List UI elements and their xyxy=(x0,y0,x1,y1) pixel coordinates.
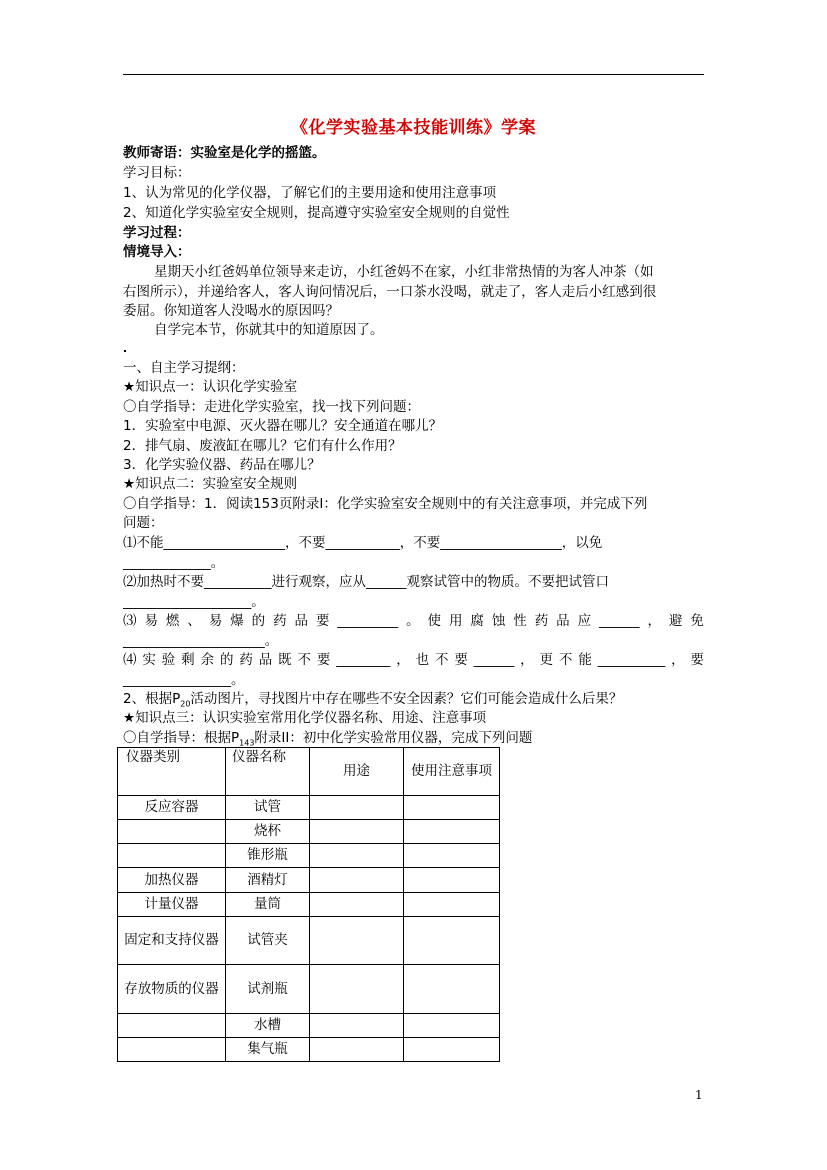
header-category: 仪器类别 xyxy=(118,748,226,796)
self-study-note: 自学完本节，你就其中的知道原因了。 xyxy=(154,322,384,338)
fill-q4-line-2: ________________。 xyxy=(123,672,245,688)
cell-name: 试管 xyxy=(226,796,310,820)
outline-heading: 一、自主学习提纲： xyxy=(123,360,245,376)
intro-line-1: 星期天小红爸妈单位领导来走访，小红爸妈不在家，小红非常热情的为客人冲茶（如 xyxy=(154,264,654,280)
cell-name: 锥形瓶 xyxy=(226,844,310,868)
kp1-question-1: 1．实验室中电源、灭火器在哪儿？安全通道在哪儿？ xyxy=(123,418,443,434)
table-row xyxy=(118,796,500,820)
guide-2-line-2: 问题： xyxy=(123,515,164,531)
cell-usage[interactable] xyxy=(310,796,404,820)
cell-usage[interactable] xyxy=(310,1014,404,1038)
cell-category: 加热仪器 xyxy=(118,868,226,893)
table-row xyxy=(118,868,500,893)
table-row xyxy=(118,917,500,965)
cell-name: 烧杯 xyxy=(226,820,310,844)
cell-usage[interactable] xyxy=(310,868,404,893)
cell-name: 酒精灯 xyxy=(226,868,310,893)
fill-q3-line-2: _____________________。 xyxy=(123,633,279,649)
table-row xyxy=(118,844,500,868)
cell-usage[interactable] xyxy=(310,965,404,1014)
header-rule xyxy=(123,74,704,75)
header-name: 仪器名称 xyxy=(226,748,310,796)
cell-notes[interactable] xyxy=(404,893,500,917)
knowledge-point-3: ★知识点三：认识实验室常用化学仪器名称、用途、注意事项 xyxy=(123,710,487,726)
guide-1: 〇自学指导：走进化学实验室，找一找下列问题： xyxy=(123,399,420,415)
table-row xyxy=(118,820,500,844)
cell-notes[interactable] xyxy=(404,917,500,965)
table-row xyxy=(118,1038,500,1062)
cell-notes[interactable] xyxy=(404,1014,500,1038)
cell-usage[interactable] xyxy=(310,844,404,868)
guide-2-line-1: 〇自学指导：1．阅读153页附录I：化学实验室安全规则中的有关注意事项，并完成下列 xyxy=(123,496,648,512)
cell-name: 水槽 xyxy=(226,1014,310,1038)
cell-name: 集气瓶 xyxy=(226,1038,310,1062)
cell-usage[interactable] xyxy=(310,820,404,844)
cell-category xyxy=(118,820,226,844)
cell-category xyxy=(118,844,226,868)
cell-usage[interactable] xyxy=(310,917,404,965)
cell-name: 量筒 xyxy=(226,893,310,917)
goals-heading: 学习目标： xyxy=(123,165,191,181)
fill-q1-line-1: ⑴不能__________________，不要___________，不要__________________，以免 xyxy=(123,535,603,551)
cell-notes[interactable] xyxy=(404,820,500,844)
cell-notes[interactable] xyxy=(404,1038,500,1062)
fill-q2-line-2: ___________________。 xyxy=(123,594,265,610)
guide-3: 〇自学指导：根据$P_{143}$附录II：初中化学实验常用仪器，完成下列问题 xyxy=(123,730,533,748)
page-number: 1 xyxy=(695,1088,703,1102)
cell-category xyxy=(118,1038,226,1062)
cell-notes[interactable] xyxy=(404,965,500,1014)
header-notes: 使用注意事项 xyxy=(404,748,500,796)
page-title: 《化学实验基本技能训练》学案 xyxy=(291,118,536,138)
table-row xyxy=(118,893,500,917)
knowledge-point-1: ★知识点一：认识化学实验室 xyxy=(123,379,298,395)
fill-q3-line-1: ⑶ 易 燃 、 易 爆 的 药 品 要 _________ 。 使 用 腐 蚀 性 药 品 应 ______ ， 避 免 xyxy=(123,613,704,629)
cell-category: 计量仪器 xyxy=(118,893,226,917)
table-row xyxy=(118,1014,500,1038)
cell-category: 存放物质的仪器 xyxy=(118,965,226,1014)
table-header-row xyxy=(118,748,500,796)
cell-category xyxy=(118,1014,226,1038)
teacher-motto: 教师寄语：实验室是化学的摇篮。 xyxy=(123,145,326,161)
intro-heading: 情境导入： xyxy=(123,244,191,260)
stray-dot xyxy=(124,350,126,352)
intro-line-3: 委屈。你知道客人没喝水的原因吗？ xyxy=(123,303,339,319)
cell-usage[interactable] xyxy=(310,1038,404,1062)
kp1-question-3: 3．化学实验仪器、药品在哪儿？ xyxy=(123,457,321,473)
fill-q1-line-2: _____________。 xyxy=(123,555,225,571)
question-2: 2、根据$P_{20}$活动图片，寻找图片中存在哪些不安全因素？它们可能会造成什么后果？ xyxy=(123,691,623,709)
intro-line-2: 右图所示），并递给客人，客人询问情况后，一口茶水没喝，就走了，客人走后小红感到很 xyxy=(123,284,657,300)
fill-q4-line-1: ⑷ 实 验 剩 余 的 药 品 既 不 要 ________ ， 也 不 要 ______ ， 更 不 能 __________ ， 要 xyxy=(123,652,704,668)
knowledge-point-2: ★知识点二：实验室安全规则 xyxy=(123,476,298,492)
cell-usage[interactable] xyxy=(310,893,404,917)
goal-item-1: 1、认为常见的化学仪器，了解它们的主要用途和使用注意事项 xyxy=(123,185,497,201)
instrument-table xyxy=(117,747,500,1062)
table-row xyxy=(118,965,500,1014)
cell-category: 固定和支持仪器 xyxy=(118,917,226,965)
goal-item-2: 2、知道化学实验室安全规则，提高遵守实验室安全规则的自觉性 xyxy=(123,205,510,221)
header-usage: 用途 xyxy=(310,748,404,796)
cell-name: 试剂瓶 xyxy=(226,965,310,1014)
process-heading: 学习过程： xyxy=(123,225,191,241)
cell-notes[interactable] xyxy=(404,796,500,820)
cell-category: 反应容器 xyxy=(118,796,226,820)
cell-notes[interactable] xyxy=(404,844,500,868)
kp1-question-2: 2．排气扇、废液缸在哪儿？它们有什么作用？ xyxy=(123,438,402,454)
cell-name: 试管夹 xyxy=(226,917,310,965)
fill-q2-line-1: ⑵加热时不要__________进行观察，应从______观察试管中的物质。不要把试管口 xyxy=(123,574,609,590)
cell-notes[interactable] xyxy=(404,868,500,893)
